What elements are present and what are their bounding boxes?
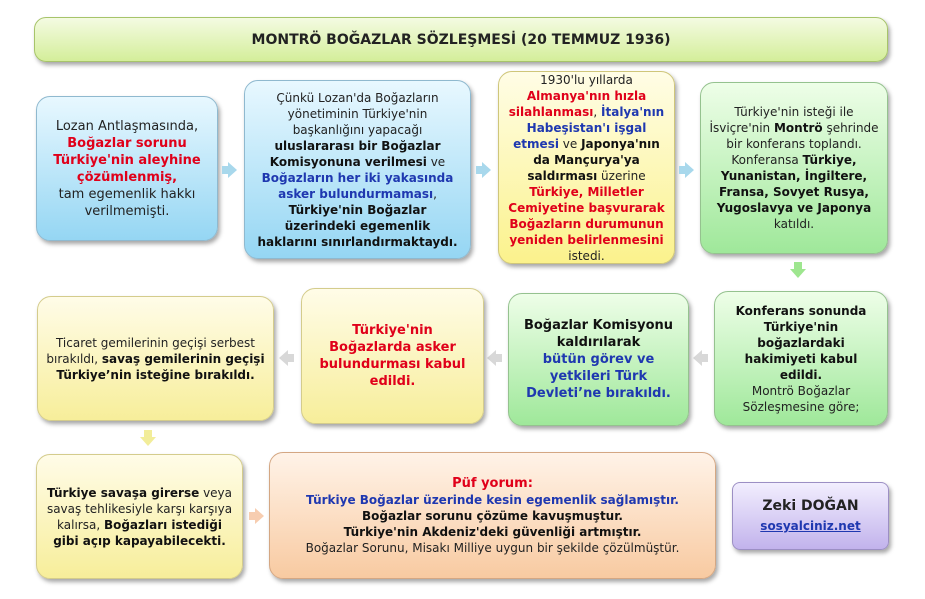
box3-text4: İtalya'nın Habeşistan'ı işgal etmesi (513, 104, 665, 151)
box-ships (37, 296, 274, 421)
box2-text3: ve (426, 154, 446, 169)
author-site-link[interactable]: sosyalciniz.net (760, 519, 861, 533)
title-banner (34, 17, 888, 62)
box9-text1: Türkiye savaşa girerse (46, 485, 200, 500)
box1-line3: Türkiye'nin aleyhine (53, 152, 201, 168)
author-name: Zeki DOĞAN (762, 498, 859, 514)
tip-line1: Türkiye Boğazlar üzerinde kesin egemenlik sağlamıştır. (306, 492, 679, 507)
box4-text5: katıldı. (773, 217, 815, 231)
box2-text2: uluslararası bir Boğazlar Komisyonuna verilmesi (269, 138, 441, 169)
tip-line3: Türkiye'nin Akdeniz'deki güvenliği artmıştır. (343, 524, 642, 539)
box9-text3: Boğazları istediği gibi açıp kapayabilecekti. (53, 517, 226, 548)
page-title: MONTRÖ BOĞAZLAR SÖZLEŞMESİ (20 TEMMUZ 1936) (251, 31, 671, 48)
box-military (301, 288, 484, 424)
tip-line4: Boğazlar Sorunu, Misakı Milliye uygun bir şekilde çözülmüştür. (305, 540, 680, 555)
box3-text2: Almanya'nın hızla silahlanması (508, 88, 647, 119)
box1-line2: Boğazlar sorunu (67, 135, 187, 151)
box4-text3: şehrinde bir konferans toplandı. Konferansa (726, 121, 879, 167)
box4-text2: Montrö (773, 121, 823, 135)
box-war (36, 454, 243, 579)
box4-text1: Türkiye'nin isteği ile İsviçre'nin (709, 105, 854, 135)
box8-text1: Ticaret gemilerinin geçişi serbest bırakıldı, (46, 335, 256, 366)
box-commission-removed (508, 293, 689, 426)
box2-text6: Türkiye'nin Boğazlar üzerindeki egemenlik haklarını sınırlandırmaktaydı. (257, 202, 458, 249)
box8-text2: savaş gemilerinin geçişi Türkiye’nin isteğine bırakıldı. (56, 351, 265, 382)
box2-text5: , (433, 186, 437, 201)
box1-line4: çözümlenmiş, (76, 169, 178, 185)
box3-text5: ve (558, 136, 582, 151)
box-tip (269, 452, 716, 579)
tip-line2: Boğazlar sorunu çözüme kavuşmuştur. (361, 508, 623, 523)
box3-text8: Türkiye, Milletler Cemiyetine başvurarak Boğazların durumunun yeniden belirlenmesini (508, 184, 665, 247)
box6-text2: bütün görev ve yetkileri Türk Devleti’ne bırakıldı. (526, 352, 671, 401)
box3-text6: Japonya'nın da Mançurya'ya saldırması (527, 136, 660, 183)
box9-text2: veya savaş tehlikesiyle karşı karşıya kalırsa, (46, 485, 233, 532)
box2-text1: Çünkü Lozan'da Boğazların yönetiminin Türkiye'nin başkanlığını yapacağı (276, 90, 439, 137)
box3-text9: istedi. (568, 248, 605, 263)
box3-text1: 1930'lu yıllarda (540, 72, 633, 87)
box-result (714, 291, 888, 426)
box1-line5: tam egemenlik hakkı (58, 186, 196, 202)
box-lozan (36, 96, 218, 241)
box-commission (244, 80, 471, 259)
box1-line1: Lozan Antlaşmasında, (55, 118, 199, 134)
box7-text1: Türkiye'nin Boğazlarda asker bulundurması kabul edildi. (319, 323, 466, 389)
box3-text3: , (593, 104, 602, 119)
author-card (732, 482, 889, 550)
box4-text4: Türkiye, Yunanistan, İngiltere, Fransa, Sovyet Rusya, Yugoslavya ve Japonya (716, 153, 872, 215)
box5-text1: Konferans sonunda Türkiye'nin boğazlardaki hakimiyeti kabul edildi. (735, 303, 867, 382)
box3-text7: üzerine (597, 168, 646, 183)
box1-line6: verilmemişti. (84, 203, 170, 219)
box-1930s (498, 71, 675, 264)
box-conference (700, 82, 888, 254)
box2-text4: Boğazların her iki yakasında asker bulundurmaması (261, 170, 454, 201)
box5-text2: Montrö Boğazlar Sözleşmesine göre; (742, 383, 860, 414)
tip-heading: Püf yorum: (452, 475, 533, 491)
box6-text1: Boğazlar Komisyonu kaldırılarak (523, 318, 674, 350)
